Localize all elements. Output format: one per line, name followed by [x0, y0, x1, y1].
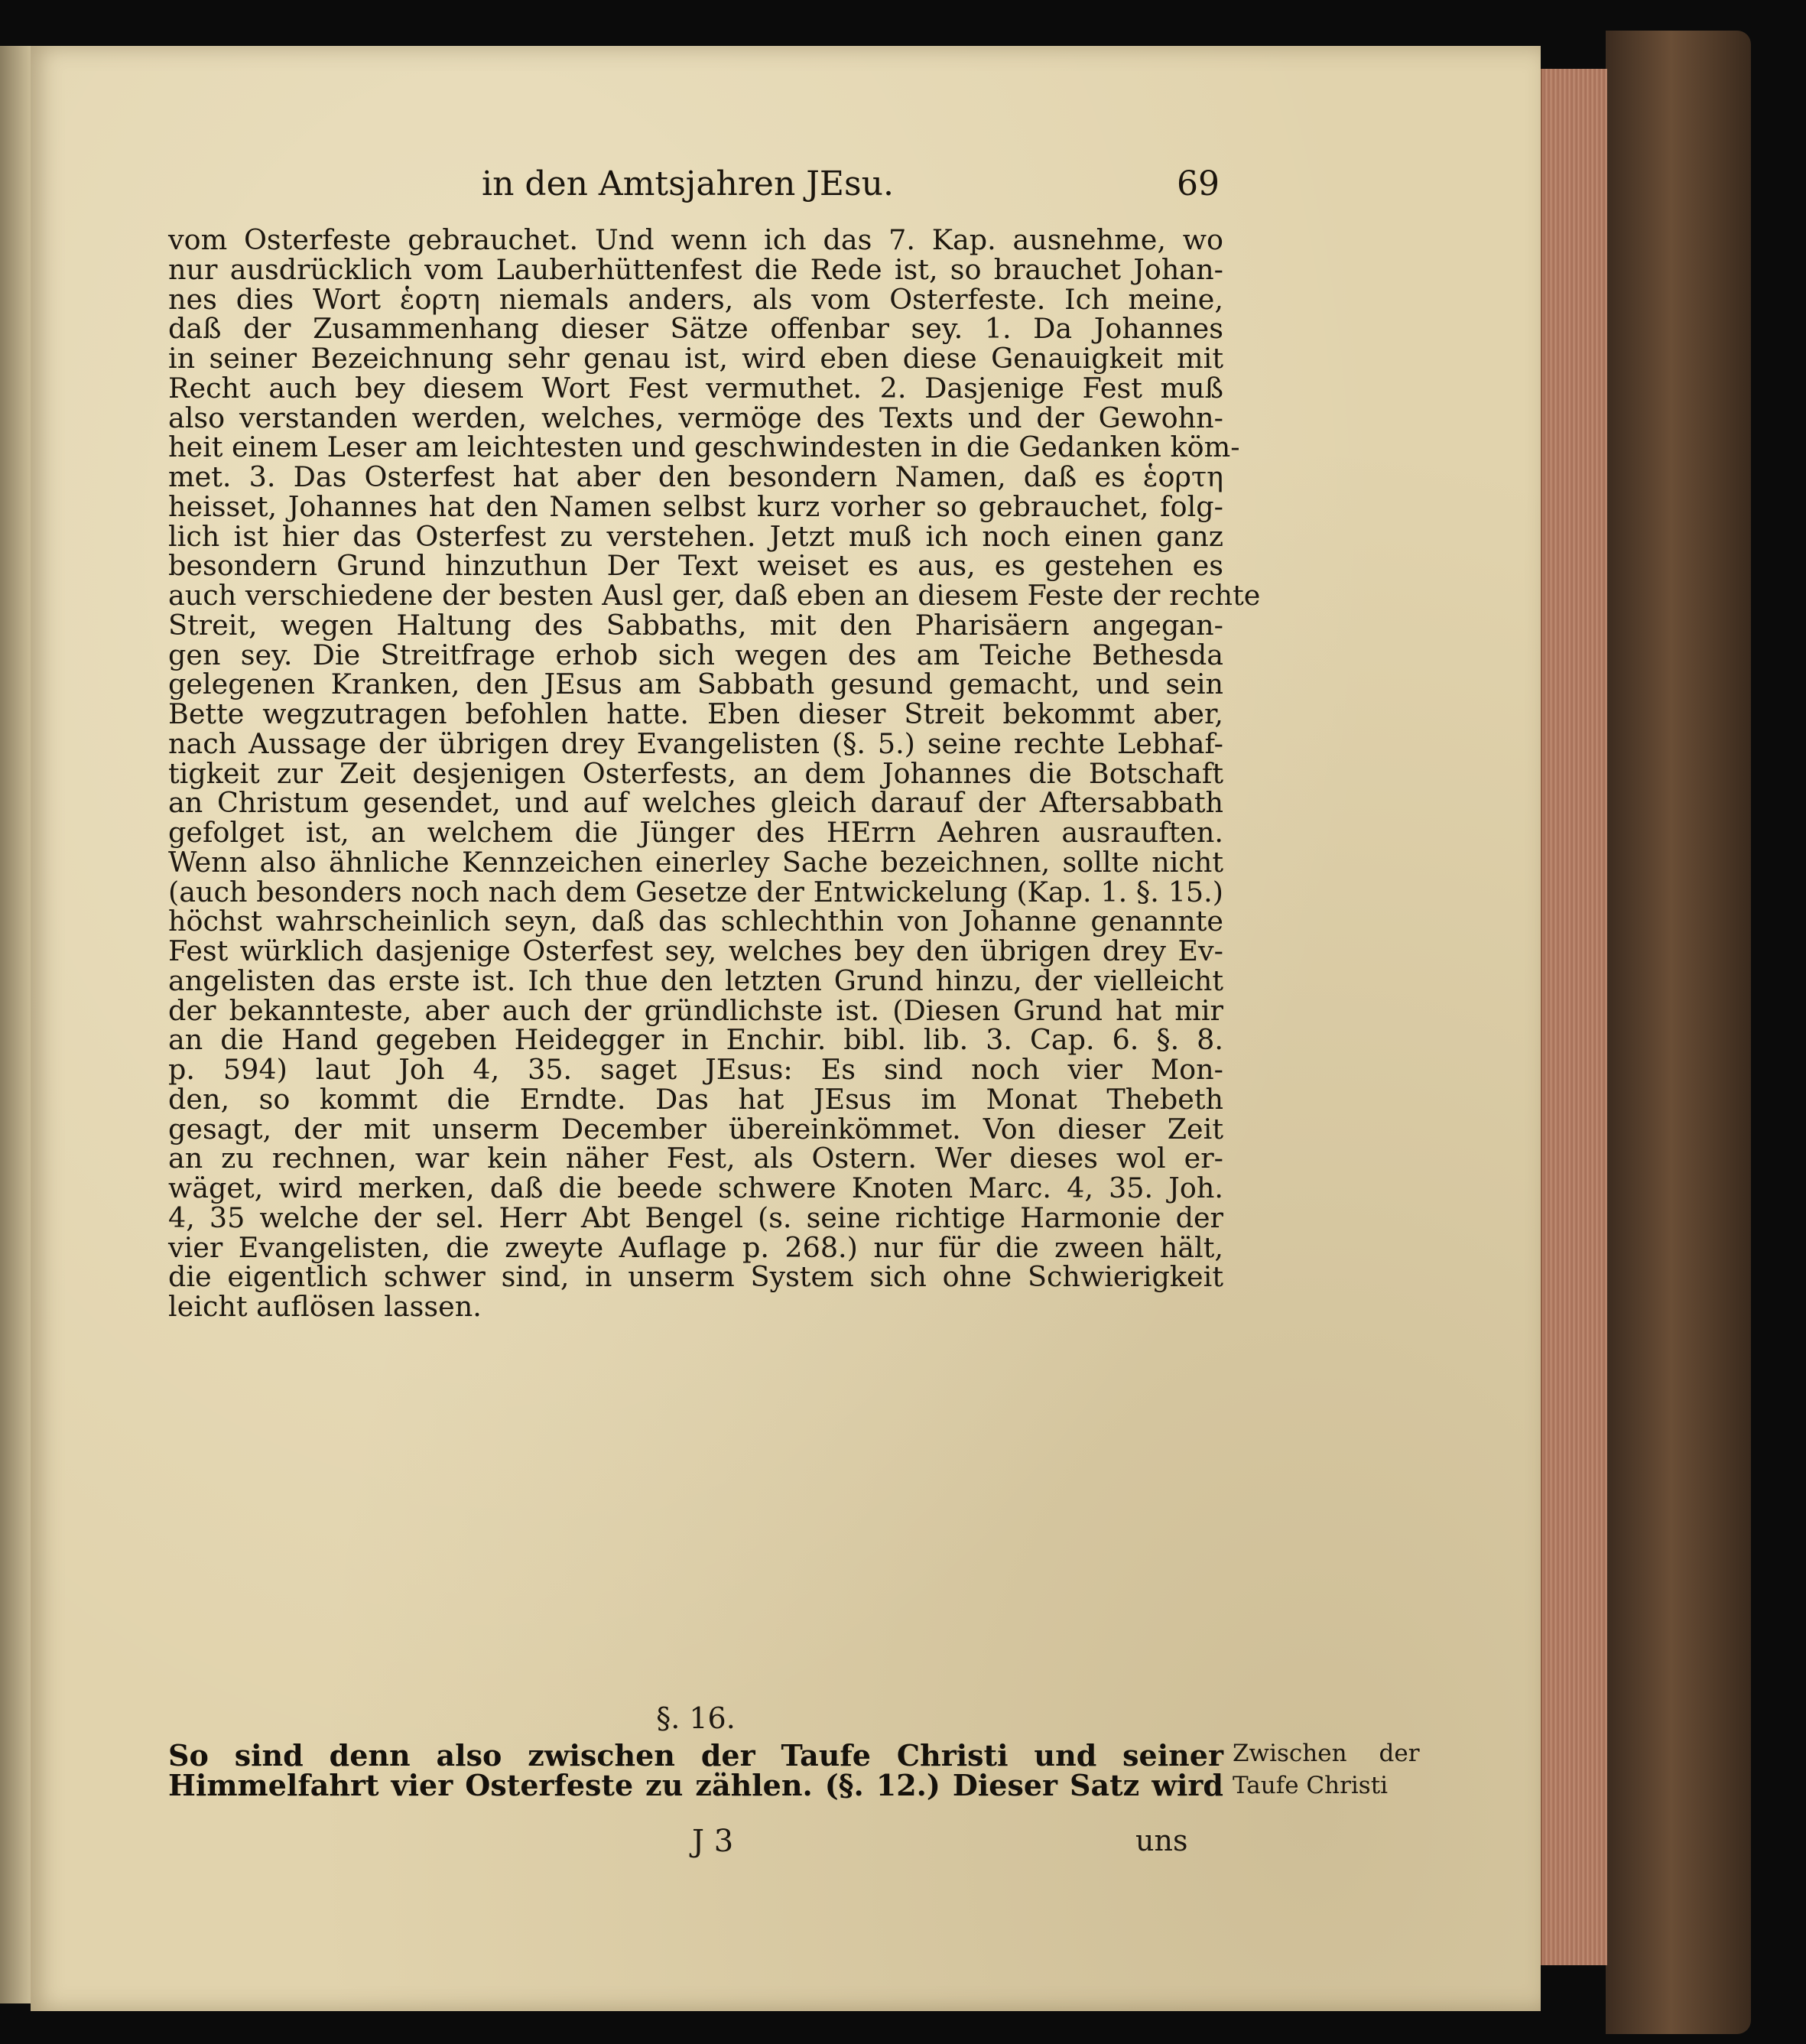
book-cover — [1606, 31, 1751, 2034]
section-text — [168, 1737, 1223, 1802]
text-line: tigkeit zur Zeit desjenigen Osterfests, an dem Johannes die Botschaft — [168, 756, 1223, 790]
text-line: lich ist hier das Osterfest zu verstehen. Jetzt muß ich noch einen ganz — [168, 519, 1223, 553]
section-line: So sind denn also zwischen der Taufe Christi und seiner — [168, 1738, 1223, 1773]
text-line: Wenn also ähnliche Kennzeichen einerley Sache bezeichnen, sollte nicht — [168, 845, 1223, 879]
text-line: Fest würklich dasjenige Osterfest sey, welches bey den übrigen drey Ev- — [168, 934, 1223, 967]
catchword: uns — [1135, 1824, 1188, 1857]
text-line: nur ausdrücklich vom Lauberhüttenfest die Rede ist, so brauchet Johan- — [168, 252, 1223, 286]
text-line: Bette wegzutragen befohlen hatte. Eben dieser Streit bekommt aber, — [168, 697, 1223, 730]
text-line: also verstanden werden, welches, vermöge des Texts und der Gewohn- — [168, 401, 1223, 434]
text-line: gen sey. Die Streitfrage erhob sich wegen des am Teiche Bethesda — [168, 638, 1223, 671]
text-line: gesagt, der mit unserm December übereinkömmet. Von dieser Zeit — [168, 1112, 1223, 1145]
text-line: heisset, Johannes hat den Namen selbst kurz vorher so gebrauchet, folg- — [168, 489, 1223, 523]
text-line: vier Evangelisten, die zweyte Auflage p. 268.) nur für die zween hält, — [168, 1230, 1223, 1264]
text-line: (auch besonders noch nach dem Gesetze der Entwickelung (Kap. 1. §. 15.) — [168, 875, 1223, 908]
text-line: den, so kommt die Erndte. Das hat JEsus im Monat Thebeth — [168, 1082, 1223, 1116]
text-line: an die Hand gegeben Heidegger in Enchir. bibl. lib. 3. Cap. 6. §. 8. — [168, 1023, 1223, 1057]
running-title: in den Amtsjahren JEsu. — [482, 164, 894, 203]
body-text — [168, 223, 1261, 1323]
marginal-note — [1233, 1737, 1420, 1802]
text-line: besondern Grund hinzuthun Der Text weiset es aus, es gestehen es — [168, 549, 1223, 583]
page-number: 69 — [1177, 164, 1220, 203]
facing-page-edge — [0, 46, 31, 2003]
page-header — [172, 164, 1220, 210]
text-line: vom Osterfeste gebrauchet. Und wenn ich das 7. Kap. ausnehme, wo — [168, 223, 1223, 256]
section-line: Himmelfahrt vier Osterfeste zu zählen. (§. 12.) Dieser Satz wird — [168, 1767, 1223, 1802]
text-line: met. 3. Das Osterfest hat aber den besondern Namen, daß es ἑορτη — [168, 460, 1223, 493]
text-line: angelisten das erste ist. Ich thue den letzten Grund hinzu, der vielleicht — [168, 964, 1223, 997]
text-line: gefolget ist, an welchem die Jünger des HErrn Aehren ausrauften. — [168, 816, 1223, 849]
text-line: die eigentlich schwer sind, in unserm System sich ohne Schwierigkeit — [168, 1260, 1223, 1294]
text-line: daß der Zusammenhang dieser Sätze offenbar sey. 1. Da Johannes — [168, 312, 1223, 346]
marginal-note-word: Zwischen — [1233, 1740, 1347, 1767]
text-line: 4, 35 welche der sel. Herr Abt Bengel (s. seine richtige Harmonie der — [168, 1201, 1223, 1234]
text-line: p. 594) laut Joh 4, 35. saget JEsus: Es sind noch vier Mon- — [168, 1053, 1223, 1086]
text-line: an zu rechnen, war kein näher Fest, als Ostern. Wer dieses wol er- — [168, 1142, 1223, 1175]
section-number: §. 16. — [656, 1701, 736, 1735]
text-line: gelegenen Kranken, den JEsus am Sabbath gesund gemacht, und sein — [168, 668, 1223, 701]
text-line: heit einem Leser am leichtesten und geschwindesten in die Gedanken köm- — [168, 431, 1240, 464]
signature-mark: J 3 — [692, 1824, 734, 1859]
marginal-note-word: der — [1379, 1740, 1420, 1767]
text-line: Recht auch bey diesem Wort Fest vermuthet. 2. Dasjenige Fest muß — [168, 371, 1223, 405]
marginal-note-line: Taufe Christi — [1233, 1772, 1389, 1799]
text-line: leicht auflösen lassen. — [168, 1290, 482, 1323]
text-line: Streit, wegen Haltung des Sabbaths, mit den Pharisäern angegan- — [168, 608, 1223, 642]
text-line: in seiner Bezeichnung sehr genau ist, wird eben diese Genauigkeit mit — [168, 342, 1223, 375]
text-line: nes dies Wort ἑορτη niemals anders, als vom Osterfeste. Ich meine, — [168, 282, 1223, 316]
text-line: höchst wahrscheinlich seyn, daß das schlechthin von Johanne genannte — [168, 905, 1223, 938]
page-edges — [1541, 69, 1607, 1965]
text-line: auch verschiedene der besten Ausl ger, daß eben an diesem Feste der rechte — [168, 579, 1261, 612]
text-line: an Christum gesendet, und auf welches gleich darauf der Aftersabbath — [168, 786, 1223, 820]
text-line: nach Aussage der übrigen drey Evangelisten (§. 5.) seine rechte Lebhaf- — [168, 726, 1223, 760]
text-line: wäget, wird merken, daß die beede schwere Knoten Marc. 4, 35. Joh. — [168, 1171, 1223, 1204]
text-line: der bekannteste, aber auch der gründlichste ist. (Diesen Grund hat mir — [168, 993, 1223, 1027]
